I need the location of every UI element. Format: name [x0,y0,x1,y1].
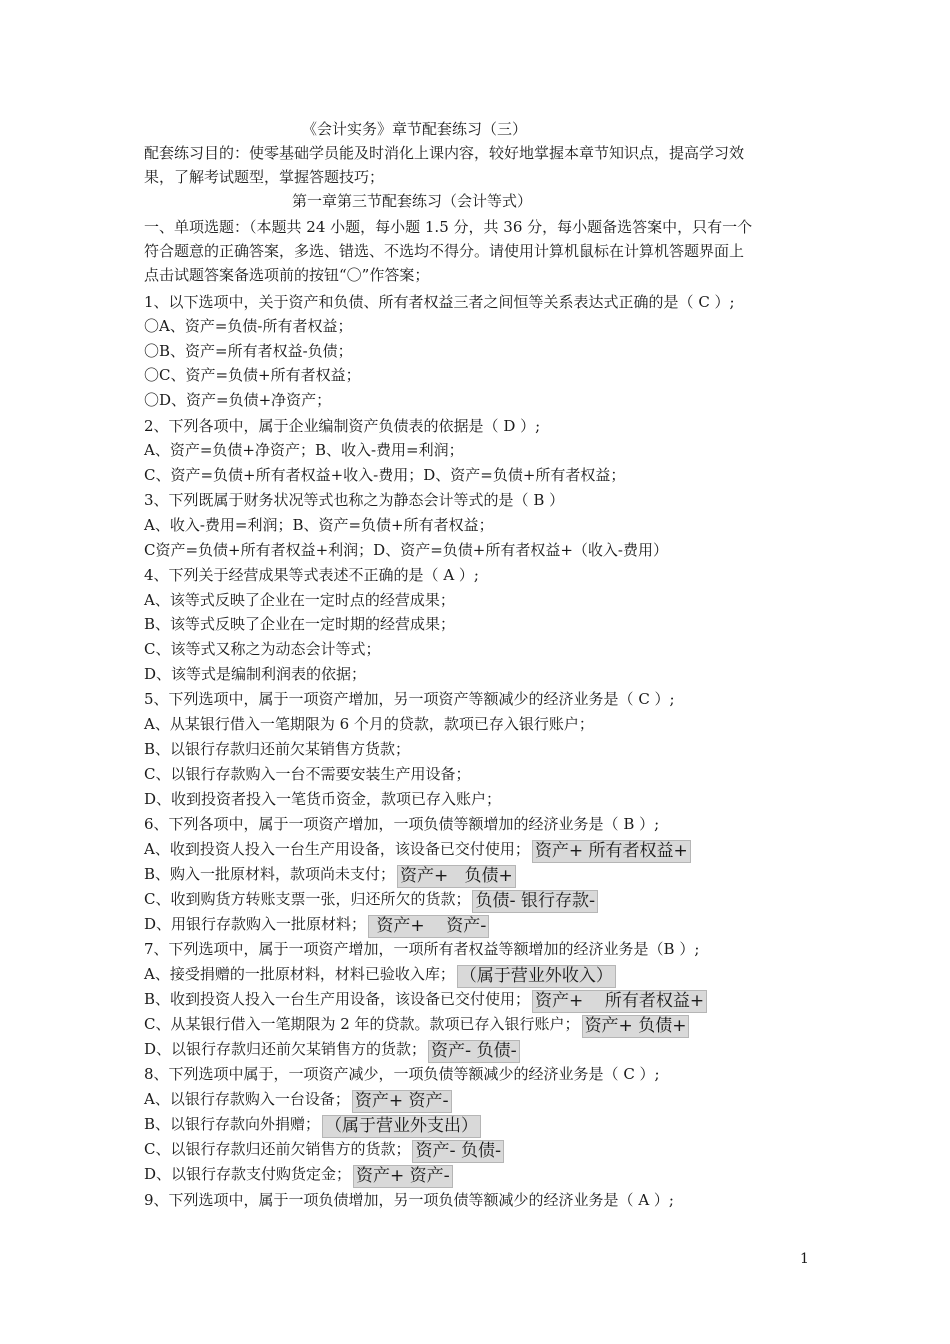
q5-option-b: B、以银行存款归还前欠某销售方货款； [144,740,411,758]
q8-option-a-text: A、以银行存款购入一台设备； [144,1090,350,1108]
q6-option-d [144,913,489,938]
question-5: 5、下列选项中，属于一项资产增加，另一项资产等额减少的经济业务是（ C ）; [144,690,675,708]
q8-option-d-text: D、以银行存款支付购货定金； [144,1165,352,1183]
purpose-line-2: 果，了解考试题型，掌握答题技巧； [144,168,385,186]
question-6: 6、下列各项中，属于一项资产增加，一项负债等额增加的经济业务是（ B ）; [144,815,660,833]
q7-option-c [144,1013,689,1038]
q6-option-c [144,888,598,913]
q6-option-b-annotation: 资产+ 负债+ [397,865,516,888]
q4-option-c: C、该等式又称之为动态会计等式； [144,640,381,658]
question-3: 3、下列既属于财务状况等式也称之为静态会计等式的是（ B ） [144,491,565,509]
q1-option-a: 〇A、资产=负债-所有者权益； [144,317,353,335]
q8-option-a [144,1088,452,1113]
question-2: 2、下列各项中，属于企业编制资产负债表的依据是（ D ）; [144,417,541,435]
q1-option-d: 〇D、资产=负债+净资产； [144,391,332,409]
page-number: 1 [800,1251,809,1267]
q6-option-b [144,863,516,888]
q8-option-b-annotation: （属于营业外支出） [322,1115,481,1138]
q5-option-d: D、收到投资者投入一笔货币资金，款项已存入账户； [144,790,502,808]
q1-option-c: 〇C、资产=负债+所有者权益； [144,366,361,384]
q7-option-d [144,1038,520,1063]
q5-option-c: C、以银行存款购入一台不需要安装生产用设备； [144,765,471,783]
q3-options-ab: A、收入-费用=利润；B、资产=负债+所有者权益； [144,516,494,534]
q8-option-c-text: C、以银行存款归还前欠销售方的货款； [144,1140,411,1158]
q3-options-cd: C资产=负债+所有者权益+利润；D、资产=负债+所有者权益+（收入-费用） [144,541,668,559]
q6-option-c-text: C、收到购货方转账支票一张，归还所欠的货款； [144,890,471,908]
q8-option-d-annotation: 资产+ 资产- [353,1165,453,1188]
q7-option-b-text: B、收到投资人投入一台生产用设备，该设备已交付使用； [144,990,531,1008]
purpose-line-1: 配套练习目的：使零基础学员能及时消化上课内容，较好地掌握本章节知识点，提高学习效 [144,144,745,162]
chapter-heading: 第一章第三节配套练习（会计等式） [292,192,533,210]
q7-option-a-annotation: （属于营业外收入） [457,965,616,988]
q6-option-d-annotation: 资产+ 资产- [368,915,489,938]
q2-options-cd: C、资产=负债+所有者权益+收入-费用；D、资产=负债+所有者权益； [144,466,626,484]
q8-option-a-annotation: 资产+ 资产- [352,1090,452,1113]
q7-option-d-text: D、以银行存款归还前欠某销售方的货款； [144,1040,427,1058]
q7-option-a-text: A、接受捐赠的一批原材料，材料已验收入库； [144,965,455,983]
q4-option-a: A、该等式反映了企业在一定时点的经营成果； [144,591,455,609]
intro-line-2: 符合题意的正确答案，多选、错选、不选均不得分。请使用计算机鼠标在计算机答题界面上 [144,242,745,260]
q5-option-a: A、从某银行借入一笔期限为 6 个月的贷款，款项已存入银行账户； [144,715,594,733]
q7-option-b-annotation: 资产+ 所有者权益+ [532,990,707,1013]
q1-option-b: 〇B、资产=所有者权益-负债； [144,342,353,360]
q8-option-c-annotation: 资产- 负债- [412,1140,504,1163]
q8-option-d [144,1163,453,1188]
q8-option-c [144,1138,504,1163]
q6-option-b-text: B、购入一批原材料，款项尚未支付； [144,865,396,883]
q7-option-b [144,988,707,1013]
question-4: 4、下列关于经营成果等式表述不正确的是（ A ）; [144,566,479,584]
q6-option-d-text: D、用银行存款购入一批原材料； [144,915,367,933]
q6-option-a-annotation: 资产+ 所有者权益+ [532,840,691,863]
intro-line-3: 点击试题答案备选项前的按钮“〇”作答案； [144,266,430,284]
q6-option-a [144,838,691,863]
q2-options-ab: A、资产=负债+净资产；B、收入-费用=利润； [144,441,464,459]
q4-option-d: D、该等式是编制利润表的依据； [144,665,367,683]
question-8: 8、下列选项中属于，一项资产减少，一项负债等额减少的经济业务是（ C ）; [144,1065,660,1083]
intro-line-1: 一、单项选题：（本题共 24 小题，每小题 1.5 分，共 36 分，每小题备选答案中，只有一个 [144,218,753,236]
q6-option-a-text: A、收到投资人投入一台生产用设备，该设备已交付使用； [144,840,530,858]
q4-option-b: B、该等式反映了企业在一定时期的经营成果； [144,615,456,633]
q8-option-b-text: B、以银行存款向外捐赠； [144,1115,321,1133]
question-9: 9、下列选项中，属于一项负债增加，另一项负债等额减少的经济业务是（ A ）; [144,1191,674,1209]
question-1: 1、以下选项中，关于资产和负债、所有者权益三者之间恒等关系表达式正确的是（ C ）; [144,293,735,311]
q7-option-c-annotation: 资产+ 负债+ [582,1015,690,1038]
question-7: 7、下列选项中，属于一项资产增加，一项所有者权益等额增加的经济业务是（B ）; [144,940,700,958]
q7-option-d-annotation: 资产- 负债- [428,1040,520,1063]
q8-option-b [144,1113,481,1138]
q7-option-a [144,963,616,988]
q6-option-c-annotation: 负债- 银行存款- [472,890,598,913]
q7-option-c-text: C、从某银行借入一笔期限为 2 年的贷款。款项已存入银行账户； [144,1015,580,1033]
doc-title: 《会计实务》章节配套练习（三） [302,120,528,138]
